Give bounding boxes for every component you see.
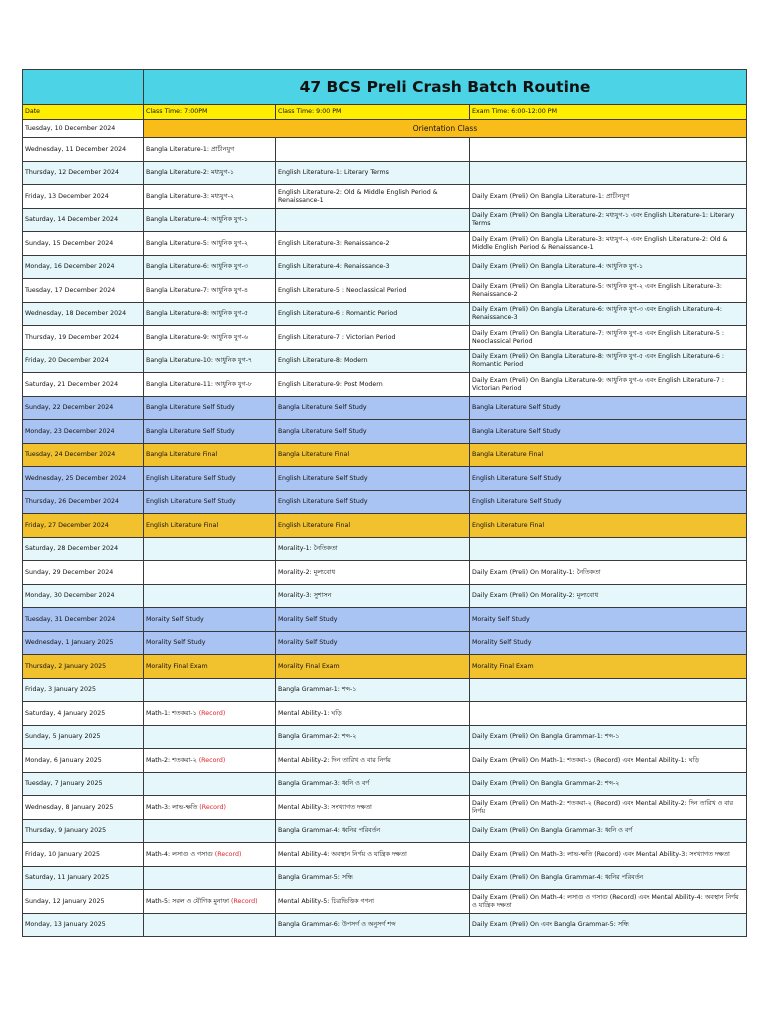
exam-cell: Daily Exam (Preli) On এবং Bangla Grammar-5: সন্ধি	[470, 914, 747, 937]
class-2-cell: English Literature-3: Renaissance-2	[276, 232, 470, 256]
class-1-text: Bangla Literature-7: আধুনিক যুগ-৪	[146, 286, 248, 294]
exam-cell: Daily Exam (Preli) On Math-3: লাভ-ক্ষতি (Record) এবং Mental Ability-3: সংখ্যাগত দক্ষতা	[470, 843, 747, 867]
class-2-cell: English Literature-9: Post Modern	[276, 373, 470, 397]
exam-cell: Daily Exam (Preli) On Bangla Grammar-1: শব্দ-১	[470, 726, 747, 749]
class-1-cell	[144, 514, 276, 538]
class-2-cell	[276, 138, 470, 162]
class-2-cell: Bangla Grammar-1: শব্দ-১	[276, 679, 470, 702]
schedule-row	[23, 303, 747, 326]
class-1-text: Morality Self Study	[146, 639, 206, 646]
schedule-row	[23, 679, 747, 702]
date-cell: Thursday, 26 December 2024	[23, 491, 144, 514]
date-cell: Wednesday, 8 January 2025	[23, 796, 144, 820]
class-2-cell: English Literature Self Study	[276, 467, 470, 491]
exam-cell: Daily Exam (Preli) On Bangla Literature-2: মধ্যযুগ-১ এবং English Literature-1: Literary Terms	[470, 209, 747, 232]
schedule-row	[23, 209, 747, 232]
date-cell: Monday, 6 January 2025	[23, 749, 144, 773]
exam-cell	[470, 162, 747, 185]
date-cell: Sunday, 12 January 2025	[23, 890, 144, 914]
class-2-cell: Mental Ability-3: সংখ্যাগত দক্ষতা	[276, 796, 470, 820]
class-1-cell	[144, 138, 276, 162]
date-cell: Saturday, 11 January 2025	[23, 867, 144, 890]
class-1-text: Moraity Self Study	[146, 615, 204, 623]
record-tag: (Record)	[214, 850, 242, 858]
exam-cell: Daily Exam (Preli) On Bangla Literature-6: আধুনিক যুগ-৩ এবং English Literature-4: Renaissance-3	[470, 303, 747, 326]
class-1-cell	[144, 397, 276, 420]
exam-cell: Morality Final Exam	[470, 655, 747, 679]
class-1-cell	[144, 585, 276, 608]
routine-body	[23, 120, 747, 937]
class-2-cell: Morality Self Study	[276, 608, 470, 632]
schedule-row	[23, 585, 747, 608]
class-1-cell	[144, 444, 276, 467]
class-1-cell	[144, 655, 276, 679]
exam-cell: Daily Exam (Preli) On Bangla Literature-4: আধুনিক যুগ-১	[470, 256, 747, 279]
class-1-cell	[144, 279, 276, 303]
exam-cell: Daily Exam (Preli) On Bangla Grammar-4: ধ্বনির পরিবর্তন	[470, 867, 747, 890]
schedule-row	[23, 256, 747, 279]
class-2-cell: English Literature-1: Literary Terms	[276, 162, 470, 185]
schedule-row	[23, 702, 747, 726]
exam-cell	[470, 538, 747, 561]
orientation-label: Orientation Class	[144, 120, 747, 138]
class-1-cell	[144, 350, 276, 373]
date-cell: Saturday, 4 January 2025	[23, 702, 144, 726]
schedule-row	[23, 420, 747, 444]
exam-cell: English Literature Self Study	[470, 491, 747, 514]
schedule-row	[23, 726, 747, 749]
date-cell: Friday, 3 January 2025	[23, 679, 144, 702]
class-2-cell: Bangla Literature Final	[276, 444, 470, 467]
class-2-cell: Bangla Literature Self Study	[276, 397, 470, 420]
exam-cell: Daily Exam (Preli) On Bangla Literature-1: প্রাচীনযুগ	[470, 185, 747, 209]
class-2-cell: Bangla Grammar-5: সন্ধি	[276, 867, 470, 890]
class-1-text: Bangla Literature Self Study	[146, 404, 235, 411]
schedule-row	[23, 397, 747, 420]
exam-cell	[470, 679, 747, 702]
page-title: 47 BCS Preli Crash Batch Routine	[144, 70, 747, 105]
orientation-row	[23, 120, 747, 138]
class-1-cell	[144, 749, 276, 773]
schedule-row	[23, 890, 747, 914]
class-1-cell	[144, 890, 276, 914]
class-1-cell	[144, 467, 276, 491]
class-2-cell: Mental Ability-2: দিন তারিখ ও বার নির্ণয়	[276, 749, 470, 773]
schedule-row	[23, 632, 747, 655]
class-2-cell: Morality Self Study	[276, 632, 470, 655]
class-1-cell	[144, 608, 276, 632]
class-1-cell	[144, 232, 276, 256]
exam-cell: Daily Exam (Preli) On Math-4: লসাগু ও গসাগু (Record) এবং Mental Ability-4: অবস্থান নির্ণয় ও যান্ত্রিক দক্ষতা	[470, 890, 747, 914]
class-2-cell: Morality-2: মূল্যবোধ	[276, 561, 470, 585]
class-1-cell	[144, 632, 276, 655]
schedule-row	[23, 373, 747, 397]
class-1-text: Bangla Literature-9: আধুনিক যুগ-৬	[146, 333, 248, 341]
class-1-cell	[144, 373, 276, 397]
class-1-cell	[144, 867, 276, 890]
header-exam: Exam Time: 6:00-12:00 PM	[470, 105, 747, 120]
schedule-row	[23, 608, 747, 632]
class-2-cell: English Literature-7 : Victorian Period	[276, 326, 470, 350]
class-1-text: Bangla Literature Final	[146, 451, 218, 458]
date-cell: Tuesday, 17 December 2024	[23, 279, 144, 303]
class-1-text: Bangla Literature-6: আধুনিক যুগ-৩	[146, 263, 248, 270]
class-1-cell	[144, 702, 276, 726]
class-1-text: Bangla Literature-5: আধুনিক যুগ-২	[146, 239, 248, 247]
date-cell: Wednesday, 11 December 2024	[23, 138, 144, 162]
class-2-cell: Bangla Grammar-6: উপসর্গ ও অনুসর্গ শব্দ	[276, 914, 470, 937]
schedule-row	[23, 749, 747, 773]
class-1-cell	[144, 538, 276, 561]
date-cell: Thursday, 19 December 2024	[23, 326, 144, 350]
schedule-row	[23, 538, 747, 561]
class-1-text: Math-4: লসাগু ও গসাগু	[146, 850, 213, 858]
header-class-2: Class Time: 9:00 PM	[276, 105, 470, 120]
class-1-text: Bangla Literature-11: আধুনিক যুগ-৮	[146, 380, 252, 388]
exam-cell: Daily Exam (Preli) On Math-1: শতকরা-১ (Record) এবং Mental Ability-1: ঘড়ি	[470, 749, 747, 773]
class-1-cell	[144, 303, 276, 326]
exam-cell: Morality Self Study	[470, 632, 747, 655]
date-cell: Friday, 13 December 2024	[23, 185, 144, 209]
exam-cell	[470, 138, 747, 162]
schedule-row	[23, 655, 747, 679]
routine-table	[22, 69, 747, 937]
header-class-1: Class Time: 7:00PM	[144, 105, 276, 120]
schedule-row	[23, 279, 747, 303]
date-cell: Wednesday, 25 December 2024	[23, 467, 144, 491]
class-1-cell	[144, 256, 276, 279]
class-2-cell: Mental Ability-1: ঘড়ি	[276, 702, 470, 726]
schedule-row	[23, 232, 747, 256]
exam-cell: Daily Exam (Preli) On Bangla Literature-5: আধুনিক যুগ-২ এবং English Literature-3: Renaissance-2	[470, 279, 747, 303]
schedule-row	[23, 773, 747, 796]
class-1-cell	[144, 726, 276, 749]
date-cell: Thursday, 9 January 2025	[23, 820, 144, 843]
class-2-cell: Morality-1: নৈতিকতা	[276, 538, 470, 561]
date-cell: Monday, 13 January 2025	[23, 914, 144, 937]
exam-cell: Bangla Literature Self Study	[470, 420, 747, 444]
schedule-row	[23, 326, 747, 350]
date-cell: Sunday, 22 December 2024	[23, 397, 144, 420]
class-2-cell: Morality Final Exam	[276, 655, 470, 679]
exam-cell	[470, 702, 747, 726]
class-2-cell: Bangla Literature Self Study	[276, 420, 470, 444]
schedule-row	[23, 162, 747, 185]
date-cell: Wednesday, 1 January 2025	[23, 632, 144, 655]
class-2-cell: English Literature-6 : Romantic Period	[276, 303, 470, 326]
class-1-text: English Literature Self Study	[146, 498, 236, 505]
date-cell: Monday, 30 December 2024	[23, 585, 144, 608]
class-1-text: Bangla Literature-1: প্রাচীনযুগ	[146, 145, 235, 153]
date-cell: Saturday, 21 December 2024	[23, 373, 144, 397]
schedule-row	[23, 867, 747, 890]
class-1-cell	[144, 162, 276, 185]
orientation-date: Tuesday, 10 December 2024	[23, 120, 144, 138]
date-cell: Tuesday, 24 December 2024	[23, 444, 144, 467]
class-2-cell: English Literature-2: Old & Middle English Period & Renaissance-1	[276, 185, 470, 209]
column-header-row	[23, 105, 747, 120]
date-cell: Sunday, 5 January 2025	[23, 726, 144, 749]
date-cell: Sunday, 29 December 2024	[23, 561, 144, 585]
exam-cell: English Literature Self Study	[470, 467, 747, 491]
class-2-cell: Bangla Grammar-4: ধ্বনির পরিবর্তন	[276, 820, 470, 843]
date-cell: Friday, 10 January 2025	[23, 843, 144, 867]
class-1-text: English Literature Self Study	[146, 474, 236, 482]
date-cell: Wednesday, 18 December 2024	[23, 303, 144, 326]
date-cell: Tuesday, 7 January 2025	[23, 773, 144, 796]
class-1-cell	[144, 185, 276, 209]
class-2-cell: Bangla Grammar-3: ধ্বনি ও বর্ণ	[276, 773, 470, 796]
date-cell: Thursday, 12 December 2024	[23, 162, 144, 185]
class-2-cell: Bangla Grammar-2: শব্দ-২	[276, 726, 470, 749]
class-2-cell: English Literature Self Study	[276, 491, 470, 514]
title-blank-cell	[23, 70, 144, 105]
record-tag: (Record)	[230, 897, 258, 905]
class-2-cell: English Literature-8: Modern	[276, 350, 470, 373]
record-tag: (Record)	[198, 756, 226, 764]
exam-cell: Daily Exam (Preli) On Bangla Grammar-3: ধ্বনি ও বর্ণ	[470, 820, 747, 843]
date-cell: Monday, 23 December 2024	[23, 420, 144, 444]
class-1-text: Bangla Literature Self Study	[146, 427, 235, 435]
exam-cell: Daily Exam (Preli) On Bangla Grammar-2: শব্দ-২	[470, 773, 747, 796]
exam-cell: Daily Exam (Preli) On Bangla Literature-7: আধুনিক যুগ-৪ এবং English Literature-5 : Neoclassical Period	[470, 326, 747, 350]
exam-cell: Daily Exam (Preli) On Math-2: শতকরা-২ (Record) এবং Mental Ability-2: দিন তারিখ ও বার নির্ণয়	[470, 796, 747, 820]
class-1-text: Math-1: শতকরা-১	[146, 709, 197, 717]
class-1-cell	[144, 491, 276, 514]
date-cell: Monday, 16 December 2024	[23, 256, 144, 279]
class-1-text: Bangla Literature-10: আধুনিক যুগ-৭	[146, 357, 252, 364]
class-1-text: English Literature Final	[146, 521, 219, 529]
class-2-cell: Morality-3: সুশাসন	[276, 585, 470, 608]
date-cell: Friday, 27 December 2024	[23, 514, 144, 538]
date-cell: Friday, 20 December 2024	[23, 350, 144, 373]
date-cell: Saturday, 28 December 2024	[23, 538, 144, 561]
class-2-cell: English Literature Final	[276, 514, 470, 538]
class-1-text: Bangla Literature-8: আধুনিক যুগ-৫	[146, 310, 248, 317]
exam-cell: Bangla Literature Final	[470, 444, 747, 467]
exam-cell: Moraity Self Study	[470, 608, 747, 632]
record-tag: (Record)	[198, 709, 226, 717]
schedule-row	[23, 444, 747, 467]
schedule-row	[23, 796, 747, 820]
class-2-cell: Mental Ability-5: চিত্রভিত্তিক গণনা	[276, 890, 470, 914]
record-tag: (Record)	[199, 803, 226, 811]
schedule-row	[23, 820, 747, 843]
exam-cell: Daily Exam (Preli) On Morality-2: মূল্যবোধ	[470, 585, 747, 608]
schedule-row	[23, 138, 747, 162]
class-1-cell	[144, 820, 276, 843]
schedule-row	[23, 561, 747, 585]
date-cell: Saturday, 14 December 2024	[23, 209, 144, 232]
class-1-cell	[144, 326, 276, 350]
exam-cell: Daily Exam (Preli) On Bangla Literature-3: মধ্যযুগ-২ এবং English Literature-2: Old & Middle English Period & Renaissance-1	[470, 232, 747, 256]
schedule-row	[23, 491, 747, 514]
exam-cell: Bangla Literature Self Study	[470, 397, 747, 420]
class-1-cell	[144, 796, 276, 820]
class-1-text: Math-3: লাভ-ক্ষতি	[146, 803, 198, 811]
header-date: Date	[23, 105, 144, 120]
date-cell: Thursday, 2 January 2025	[23, 655, 144, 679]
schedule-row	[23, 514, 747, 538]
class-1-cell	[144, 773, 276, 796]
schedule-row	[23, 843, 747, 867]
date-cell: Sunday, 15 December 2024	[23, 232, 144, 256]
exam-cell: English Literature Final	[470, 514, 747, 538]
class-1-cell	[144, 679, 276, 702]
class-1-text: Bangla Literature-2: মধ্যযুগ-১	[146, 169, 234, 176]
class-1-text: Morality Final Exam	[146, 662, 208, 670]
schedule-row	[23, 185, 747, 209]
class-1-cell	[144, 420, 276, 444]
class-1-text: Bangla Literature-4: আধুনিক যুগ-১	[146, 216, 248, 223]
class-1-cell	[144, 843, 276, 867]
exam-cell: Daily Exam (Preli) On Morality-1: নৈতিকতা	[470, 561, 747, 585]
title-row	[23, 70, 747, 105]
schedule-row	[23, 350, 747, 373]
schedule-row	[23, 914, 747, 937]
class-1-text: Math-2: শতকরা-২	[146, 756, 197, 764]
class-1-text: Bangla Literature-3: মধ্যযুগ-২	[146, 192, 234, 200]
class-1-cell	[144, 914, 276, 937]
class-2-cell: English Literature-5 : Neoclassical Period	[276, 279, 470, 303]
class-1-cell	[144, 209, 276, 232]
exam-cell: Daily Exam (Preli) On Bangla Literature-9: আধুনিক যুগ-৬ এবং English Literature-7 : Victorian Period	[470, 373, 747, 397]
date-cell: Tuesday, 31 December 2024	[23, 608, 144, 632]
class-2-cell	[276, 209, 470, 232]
class-2-cell: Mental Ability-4: অবস্থান নির্ণয় ও যান্ত্রিক দক্ষতা	[276, 843, 470, 867]
class-1-text: Math-5: সরল ও যৌগিক মুনাফা	[146, 897, 229, 905]
schedule-row	[23, 467, 747, 491]
class-2-cell: English Literature-4: Renaissance-3	[276, 256, 470, 279]
exam-cell: Daily Exam (Preli) On Bangla Literature-8: আধুনিক যুগ-৫ এবং English Literature-6 : Romantic Period	[470, 350, 747, 373]
class-1-cell	[144, 561, 276, 585]
